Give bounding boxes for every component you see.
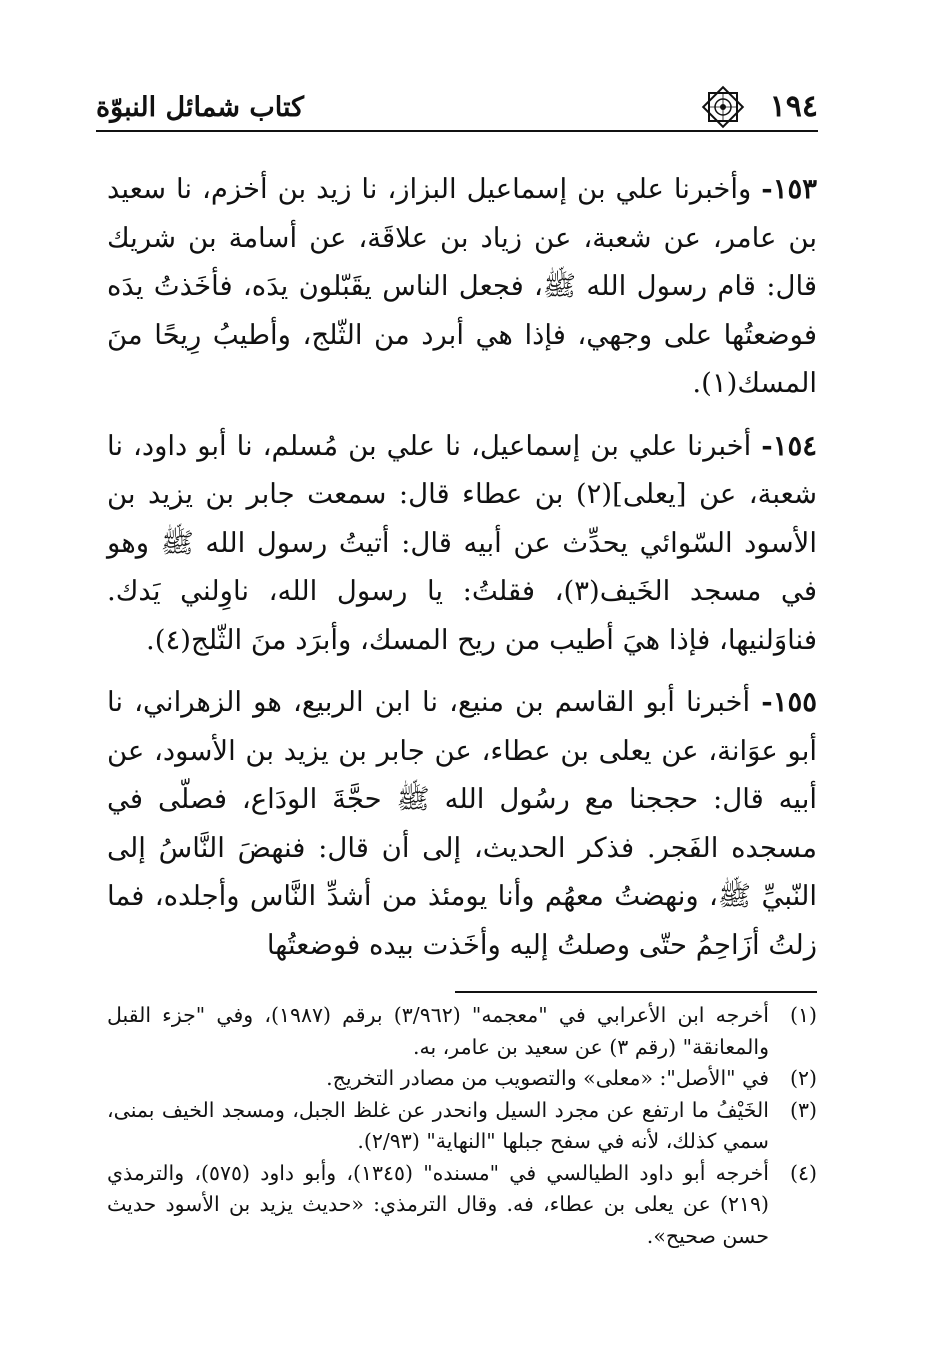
- footnote: [107, 1095, 817, 1158]
- footnote: [107, 1158, 817, 1253]
- page-number: ١٩٤: [769, 89, 818, 124]
- hadith-number: ١٥٣-: [761, 173, 817, 205]
- footnotes: [107, 1000, 817, 1252]
- hadith-text: وأخبرنا علي بن إسماعيل البزاز، نا زيد بن أخزم، نا سعيد بن عامر، عن شعبة، عن زياد بن علاقَة، عن أسامة بن شريك قال: قام رسول الله ﷺ، فجعل الناس يقَبّلون يدَه، فأخَذتُ يدَه فوضعتُها على وجهي، فإذا هي أبرد من الثّلج، وأطيبُ رِيحًا منَ المسك(١).: [107, 173, 817, 399]
- footnote-mark: (٣): [789, 1097, 817, 1122]
- header-divider: [96, 130, 818, 132]
- footnote-mark: (٢): [789, 1066, 817, 1090]
- hadith-number: ١٥٤-: [761, 429, 817, 462]
- hadith-paragraph: [107, 165, 817, 408]
- main-text: [107, 165, 817, 983]
- footnote-mark: (٤): [789, 1160, 817, 1185]
- footnote-text: في "الأصل": «معلى» والتصويب من مصادر التخريج.: [326, 1066, 769, 1090]
- hadith-number: ١٥٥-: [761, 686, 817, 718]
- footnote-divider: [455, 991, 817, 993]
- footnote: [107, 1063, 817, 1095]
- hadith-paragraph: [107, 422, 817, 665]
- page-header: [96, 82, 818, 132]
- footnote-mark: (١): [789, 1003, 817, 1027]
- book-title: كتاب شمائل النبوّة: [96, 92, 304, 123]
- hadith-paragraph: [107, 678, 817, 969]
- footnote-text: أخرجه أبو داود الطيالسي في "مسنده" (١٣٤٥)، وأبو داود (٥٧٥)، والترمذي (٢١٩) عن يعلى بن عطاء، فه. وقال الترمذي: «حديث يزيد بن الأسود حديث حسن صحيح».: [107, 1160, 770, 1248]
- eight-point-star-ornament-icon: [700, 84, 746, 130]
- footnote-text: الخَيْفُ ما ارتفع عن مجرد السيل وانحدر عن غلظ الجبل، ومسجد الخيف بمنى، سمي كذلك، لأنه في سفح جبلها "النهاية" (٢/٩٣).: [107, 1097, 769, 1153]
- hadith-text: أخبرنا أبو القاسم بن منيع، نا ابن الربيع، هو الزهراني، نا أبو عوَانة، عن يعلى بن عطاء، عن جابر بن يزيد بن الأسود، عن أبيه قال: حججنا مع رسُول الله ﷺ حجَّةَ الودَاع، فصلّى في مسجده الفَجر. فذكر الحديث، إلى أن قال: فنهضَ النَّاسُ إلى النّبيِّ ﷺ، ونهضتُ معهُم وأنا يومئذ من أشدِّ النَّاس وأجلده، فما زلتُ أزَاحِمُ حتّى وصلتُ إليه وأخَذت بيده فوضعتُها: [107, 686, 817, 961]
- footnote: [107, 1000, 817, 1063]
- hadith-text: أخبرنا علي بن إسماعيل، نا علي بن مُسلم، نا أبو داود، نا شعبة، عن [يعلى](٢) بن عطاء قال: سمعت جابر بن يزيد بن الأسود السّوائي يحدِّث عن أبيه قال: أتيتُ رسول الله ﷺ وهو في مسجد الخَيف(٣)، فقلتُ: يا رسول الله، ناوِلني يَدك. فناوَلنيها، فإذا هيَ أطيب من ريح المسك، وأبرَد منَ الثّلج(٤).: [107, 429, 817, 656]
- footnote-text: أخرجه ابن الأعرابي في "معجمه" (٣/٩٦٢) برقم (١٩٨٧)، وفي "جزء القبل والمعانقة" (رقم ٣) عن سعيد بن عامر، به.: [107, 1003, 769, 1059]
